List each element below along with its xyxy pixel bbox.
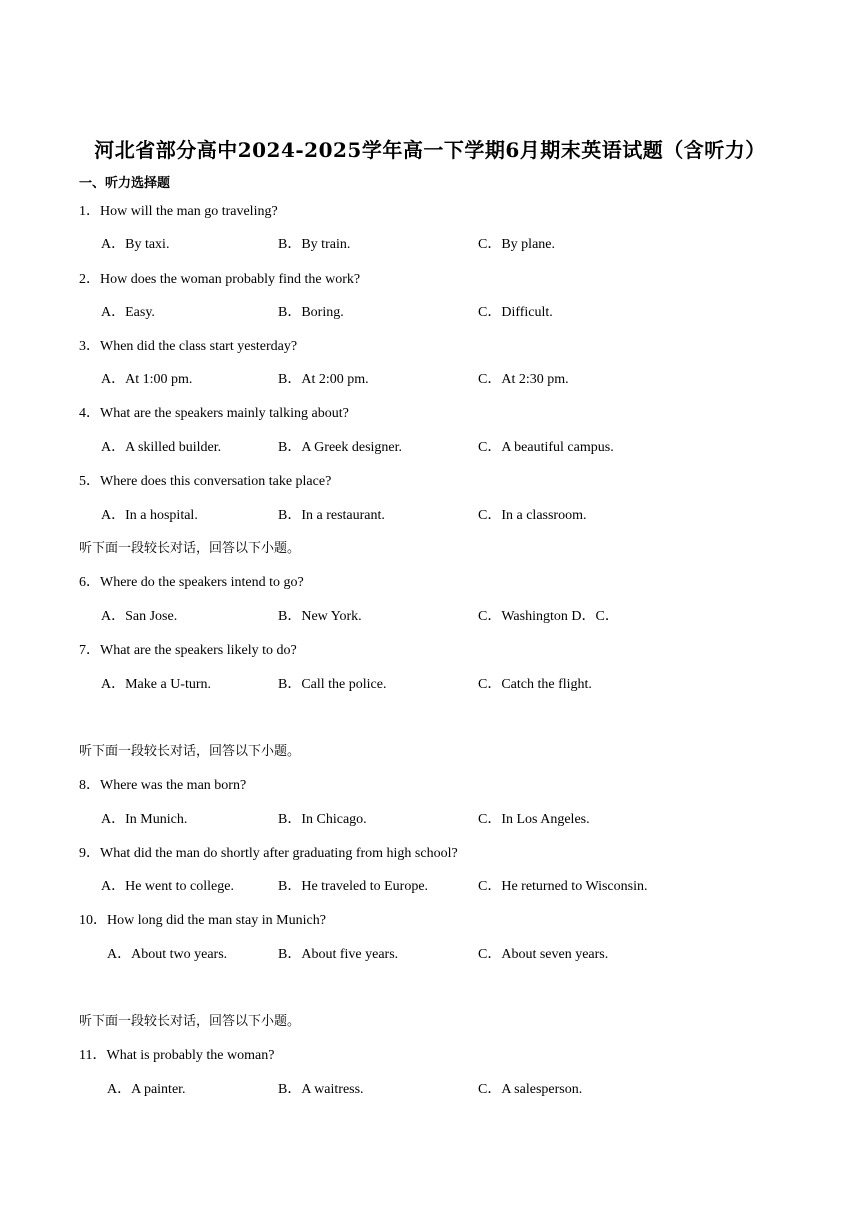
question-text: 10．How long did the man stay in Munich? [79,913,326,928]
answer-options [0,235,860,255]
option-b: B．In Chicago. [278,812,367,827]
answer-options [0,945,860,965]
option-a: A．A painter. [107,1082,186,1097]
option-c: C．He returned to Wisconsin. [478,879,648,894]
question-text: 11．What is probably the woman? [79,1048,275,1063]
section-note: 听下面一段较长对话，回答以下小题。 [79,744,301,759]
section-note: 听下面一段较长对话，回答以下小题。 [79,1014,301,1029]
option-b: B．About five years. [278,947,399,962]
option-b: B．Boring. [278,305,344,320]
option-c: C．At 2:30 pm. [478,372,569,387]
option-b: B．In a restaurant. [278,508,385,523]
option-c: C．A salesperson. [478,1082,583,1097]
question-text: 2．How does the woman probably find the work? [79,272,361,287]
option-b: B．New York. [278,609,362,624]
question-text: 9．What did the man do shortly after graduating from high school? [79,846,458,861]
option-c: C．Difficult. [478,305,553,320]
option-a: A．In Munich. [101,812,188,827]
section-note: 听下面一段较长对话，回答以下小题。 [79,541,301,556]
question-text: 7．What are the speakers likely to do? [79,643,297,658]
option-a: A．About two years. [107,947,228,962]
answer-options [0,303,860,323]
answer-options [0,1080,860,1100]
option-a: A．Make a U-turn. [101,677,212,692]
option-a: A．By taxi. [101,237,170,252]
option-a: A．At 1:00 pm. [101,372,193,387]
option-c: C．Catch the flight. [478,677,592,692]
question-text: 5．Where does this conversation take place? [79,474,332,489]
exam-title: 河北省部分高中2024-2025学年高一下学期6月期末英语试题（含听力） [94,138,766,162]
question-text: 1．How will the man go traveling? [79,204,278,219]
option-c: C．About seven years. [478,947,609,962]
option-b: B．At 2:00 pm. [278,372,369,387]
answer-options [0,438,860,458]
option-b: B．A waitress. [278,1082,364,1097]
option-a: A．Easy. [101,305,155,320]
answer-options [0,877,860,897]
option-a: A．San Jose. [101,609,178,624]
answer-options [0,506,860,526]
option-c: C．A beautiful campus. [478,440,614,455]
option-c: C．Washington D．C． [478,609,619,624]
option-a: A．A skilled builder. [101,440,222,455]
option-c: C．In a classroom. [478,508,587,523]
section-heading: 一、听力选择题 [79,176,171,191]
option-a: A．In a hospital. [101,508,198,523]
option-c: C．By plane. [478,237,555,252]
question-text: 3．When did the class start yesterday? [79,339,298,354]
answer-options [0,810,860,830]
option-c: C．In Los Angeles. [478,812,590,827]
answer-options [0,675,860,695]
answer-options [0,607,860,627]
option-b: B．A Greek designer. [278,440,403,455]
option-b: B．He traveled to Europe. [278,879,429,894]
option-a: A．He went to college. [101,879,234,894]
option-b: B．Call the police. [278,677,387,692]
answer-options [0,370,860,390]
question-text: 4．What are the speakers mainly talking about? [79,406,349,421]
question-text: 8．Where was the man born? [79,778,247,793]
question-text: 6．Where do the speakers intend to go? [79,575,304,590]
option-b: B．By train. [278,237,351,252]
